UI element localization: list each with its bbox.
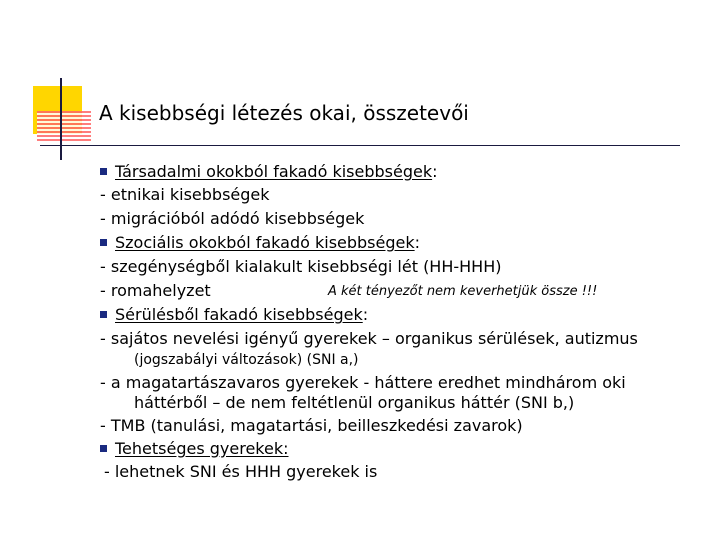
- list-item: - szegénységből kialakult kisebbségi lét (HH-HHH): [100, 257, 502, 276]
- list-item: - a magatartászavaros gyerekek - háttere eredhet mindhárom oki: [100, 373, 626, 392]
- bullet-item-gifted: [100, 439, 289, 459]
- bullet-label: Tehetséges gyerekek:: [115, 439, 289, 458]
- list-item: - etnikai kisebbségek: [100, 185, 270, 204]
- list-item-continuation: háttérből – de nem feltétlenül organikus háttér (SNI b,): [134, 393, 575, 412]
- decor-red-striped-block: [37, 111, 91, 142]
- title-underline: [40, 145, 680, 146]
- bullet-label: Szociális okokból fakadó kisebbségek: [115, 233, 415, 252]
- square-bullet-icon: [100, 445, 107, 452]
- warning-note: A két tényezőt nem keverhetjük össze !!!: [328, 284, 598, 299]
- bullet-item-injury: Sérülésből fakadó kisebbségek:: [100, 305, 368, 325]
- square-bullet-icon: [100, 311, 107, 318]
- list-item: - migrációból adódó kisebbségek: [100, 209, 365, 228]
- bullet-item-social-reasons: Szociális okokból fakadó kisebbségek:: [100, 233, 420, 253]
- list-item: - romahelyzet: [100, 281, 211, 300]
- list-item-continuation: (jogszabályi változások) (SNI a,): [134, 352, 359, 368]
- bullet-label: Társadalmi okokból fakadó kisebbségek: [115, 162, 433, 181]
- square-bullet-icon: [100, 168, 107, 175]
- decor-vertical-line: [60, 78, 62, 160]
- list-item: - lehetnek SNI és HHH gyerekek is: [104, 462, 378, 481]
- bullet-item-social-origin: Társadalmi okokból fakadó kisebbségek:: [100, 162, 437, 182]
- slide-title: A kisebbségi létezés okai, összetevői: [99, 101, 469, 125]
- bullet-label: Sérülésből fakadó kisebbségek: [115, 305, 363, 324]
- list-item: - sajátos nevelési igényű gyerekek – organikus sérülések, autizmus: [100, 329, 638, 348]
- list-item: - TMB (tanulási, magatartási, beilleszkedési zavarok): [100, 416, 523, 435]
- square-bullet-icon: [100, 239, 107, 246]
